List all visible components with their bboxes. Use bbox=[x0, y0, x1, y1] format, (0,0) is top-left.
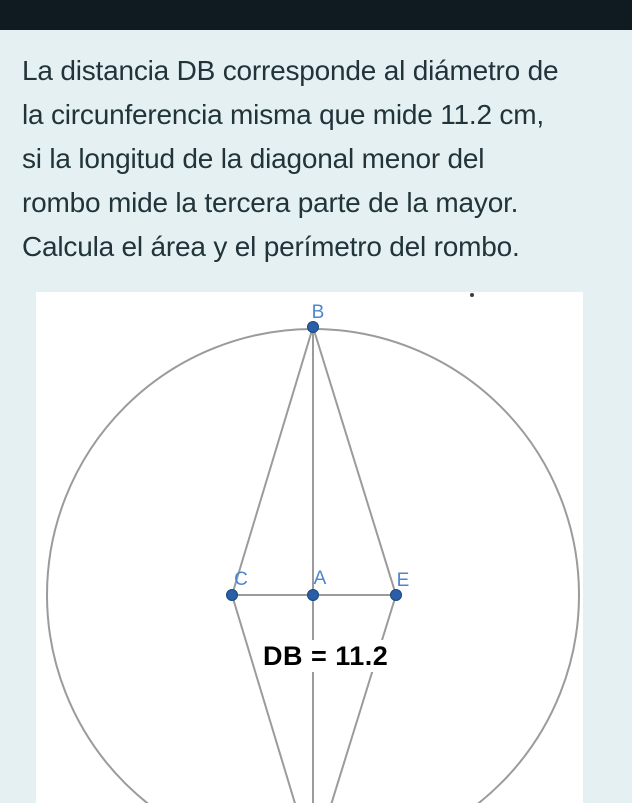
point-label-C: C bbox=[234, 569, 248, 590]
status-bar bbox=[0, 0, 632, 30]
point-label-A: A bbox=[313, 568, 327, 589]
problem-line-3: si la longitud de la diagonal menor del bbox=[22, 143, 485, 174]
segment-E-D bbox=[313, 595, 396, 803]
figure-panel bbox=[36, 292, 583, 803]
point-A bbox=[308, 590, 319, 601]
segment-C-D bbox=[232, 595, 313, 803]
stray-dot bbox=[470, 293, 474, 297]
point-B bbox=[308, 322, 319, 333]
point-label-E: E bbox=[396, 570, 410, 591]
problem-statement bbox=[22, 49, 618, 269]
problem-line-4: rombo mide la tercera parte de la mayor. bbox=[22, 187, 519, 218]
point-C bbox=[227, 590, 238, 601]
problem-line-1: La distancia DB corresponde al diámetro de bbox=[22, 55, 559, 86]
geometry-figure bbox=[36, 292, 583, 803]
segment-B-E bbox=[313, 327, 396, 595]
segment-B-C bbox=[232, 327, 313, 595]
measurement-label: DB = 11.2 bbox=[258, 640, 393, 672]
point-label-B: B bbox=[311, 302, 325, 323]
problem-line-5: Calcula el área y el perímetro del rombo. bbox=[22, 231, 520, 262]
point-E bbox=[391, 590, 402, 601]
problem-line-2: la circunferencia misma que mide 11.2 cm, bbox=[22, 99, 544, 130]
